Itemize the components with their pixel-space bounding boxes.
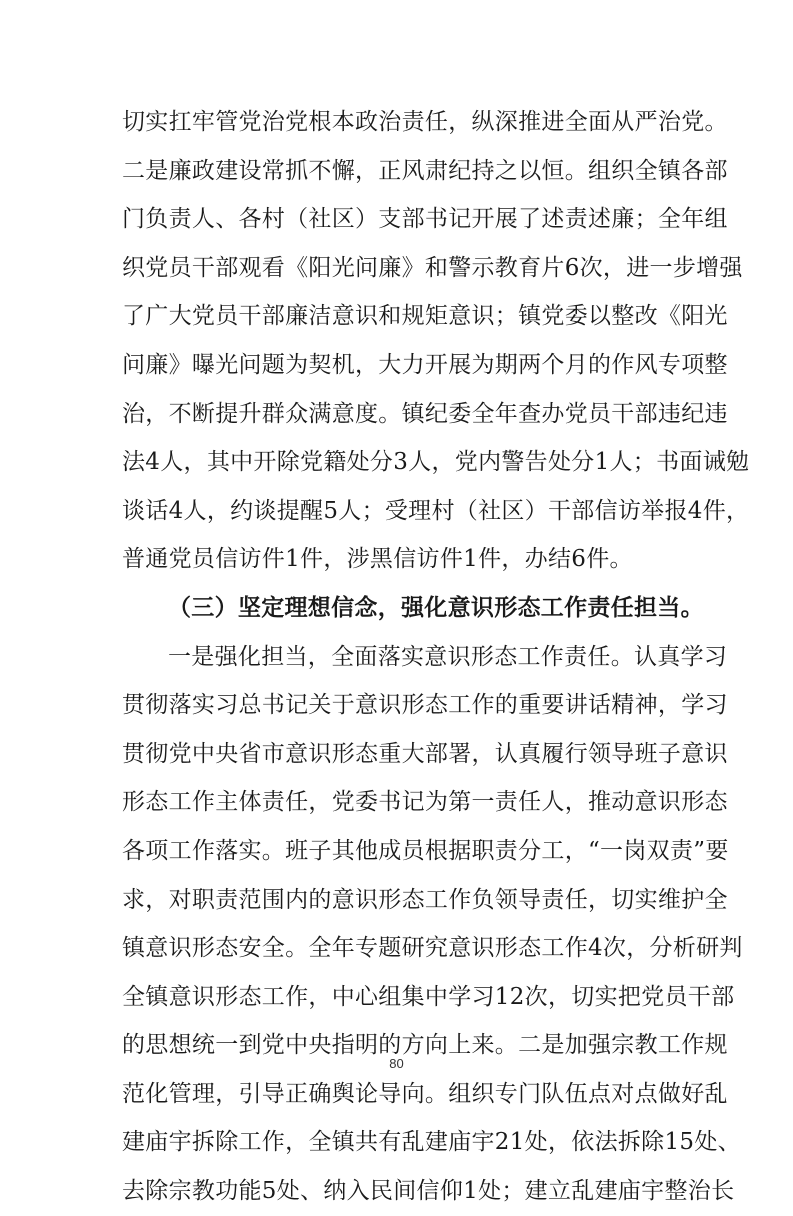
text-line: 一是强化担当，全面落实意识形态工作责任。认真学习 [168, 643, 728, 670]
text-line: 镇意识形态安全。全年专题研究意识形态工作4次，分析研判 [122, 935, 743, 962]
section-heading: （三）坚定理想信念，强化意识形态工作责任担当。 [168, 593, 704, 621]
text-line: 贯彻落实习总书记关于意识形态工作的重要讲话精神，学习 [122, 692, 728, 719]
text-line: 去除宗教功能5处、纳入民间信仰1处；建立乱建庙宇整治长 [122, 1178, 735, 1205]
text-line: 的思想统一到党中央指明的方向上来。二是加强宗教工作规 [122, 1032, 728, 1059]
text-line: 切实扛牢管党治党根本政治责任，纵深推进全面从严治党。 [122, 109, 728, 135]
text-line: 范化管理，引导正确舆论导向。组织专门队伍点对点做好乱 [122, 1080, 728, 1107]
page-number: 80 [389, 1056, 404, 1071]
text-line: 形态工作主体责任，党委书记为第一责任人，推动意识形态 [122, 789, 728, 816]
text-line: 织党员干部观看《阳光问廉》和警示教育片6次，进一步增强 [122, 254, 743, 281]
text-line: 了广大党员干部廉洁意识和规矩意识；镇党委以整改《阳光 [122, 303, 728, 330]
text-line: 法4人，其中开除党籍处分3人，党内警告处分1人；书面诫勉 [122, 449, 750, 476]
text-line: 建庙宇拆除工作，全镇共有乱建庙宇21处，依法拆除15处、 [122, 1129, 741, 1156]
text-line: 普通党员信访件1件，涉黑信访件1件，办结6件。 [122, 546, 633, 573]
text-line: 二是廉政建设常抓不懈，正风肃纪持之以恒。组织全镇各部 [122, 157, 728, 184]
text-line: 治，不断提升群众满意度。镇纪委全年查办党员干部违纪违 [122, 400, 728, 427]
text-line: 问廉》曝光问题为契机，大力开展为期两个月的作风专项整 [122, 351, 728, 378]
text-line: 门负责人、各村（社区）支部书记开展了述责述廉；全年组 [122, 206, 728, 233]
text-line: 各项工作落实。班子其他成员根据职责分工，“一岗双责”要 [122, 837, 729, 864]
text-line: 谈话4人，约谈提醒5人；受理村（社区）干部信访举报4件， [122, 497, 750, 524]
text-line: 全镇意识形态工作，中心组集中学习12次，切实把党员干部 [122, 983, 735, 1010]
text-line: 求，对职责范围内的意识形态工作负领导责任，切实维护全 [122, 886, 728, 913]
text-line: 贯彻党中央省市意识形态重大部署，认真履行领导班子意识 [122, 740, 728, 767]
body-text [122, 98, 750, 1216]
